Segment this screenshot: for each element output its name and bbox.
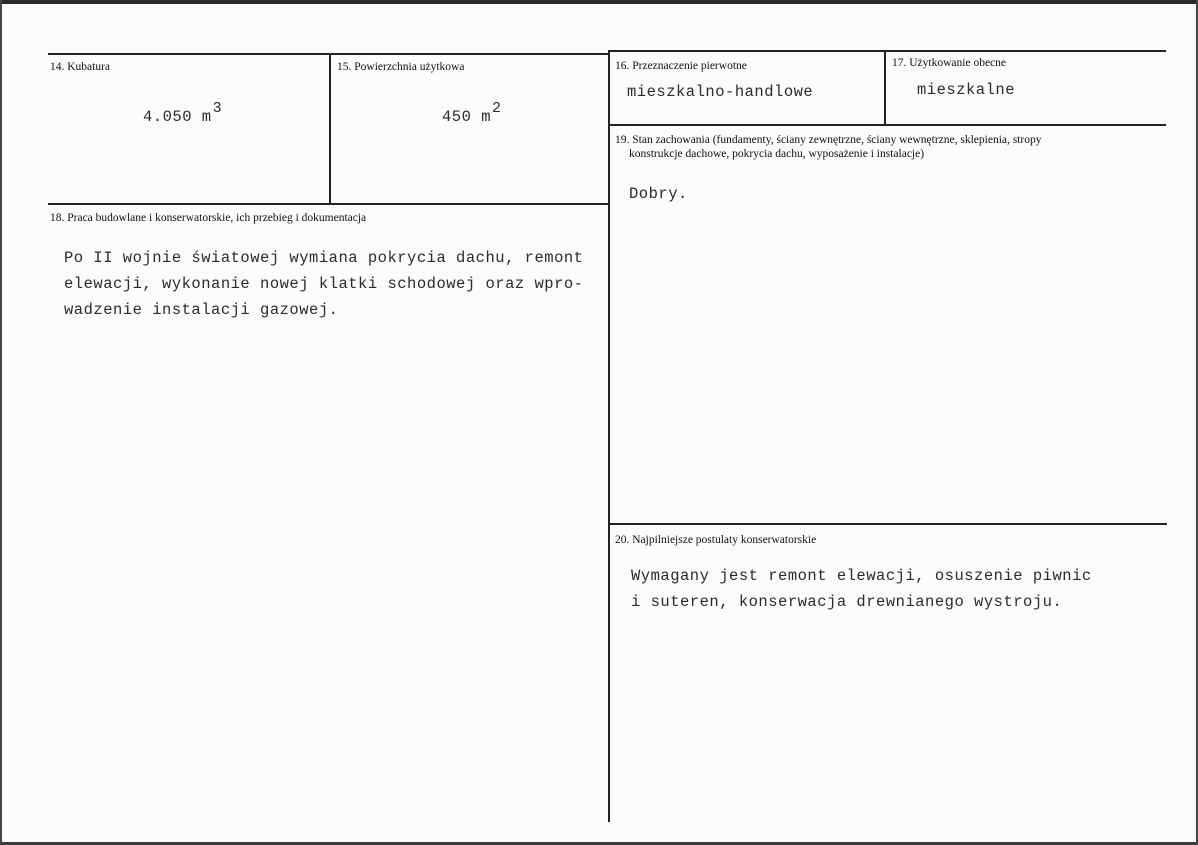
field-15-value <box>442 100 502 126</box>
field-20-label: 20. Najpilniejsze postulaty konserwatorskie <box>615 534 817 546</box>
field-18-label: 18. Praca budowlane i konserwatorskie, ich przebieg i dokumentacja <box>50 212 367 224</box>
rule-above-18 <box>48 203 610 205</box>
sheet-top-edge <box>0 0 1198 4</box>
divider-16-17 <box>884 50 886 126</box>
field-14-value <box>143 100 223 126</box>
field-16-value: mieszkalno-handlowe <box>627 83 814 101</box>
rule-above-20 <box>608 523 1167 525</box>
field-18-text <box>64 245 609 323</box>
field-20-text <box>631 563 1161 615</box>
field-14-exponent: 3 <box>212 100 223 117</box>
field-17-value: mieszkalne <box>917 81 1016 99</box>
center-vertical <box>608 50 610 822</box>
field-20-line-2: i suteren, konserwacja drewnianego wystroju. <box>631 593 1063 611</box>
field-14-number: 4.050 m <box>143 108 212 126</box>
sheet-left-edge <box>0 0 2 845</box>
field-14-label: 14. Kubatura <box>50 61 111 73</box>
field-19-value: Dobry. <box>629 185 688 203</box>
field-18-line-2: elewacji, wykonanie nowej klatki schodowej oraz wpro- <box>64 275 584 293</box>
field-19-label-line-2: konstrukcje dachowe, pokrycia dachu, wyposażenie i instalacje) <box>629 148 925 160</box>
top-rule-right <box>608 50 1166 52</box>
field-16-label: 16. Przeznaczenie pierwotne <box>615 60 747 72</box>
field-17-label: 17. Użytkowanie obecne <box>892 57 1007 69</box>
rule-above-19 <box>608 124 1166 126</box>
divider-14-15 <box>329 53 331 205</box>
field-15-label: 15. Powierzchnia użytkowa <box>337 61 465 73</box>
field-20-line-1: Wymagany jest remont elewacji, osuszenie piwnic <box>631 567 1092 585</box>
field-15-exponent: 2 <box>492 100 502 117</box>
field-19-label-line-1: 19. Stan zachowania (fundamenty, ściany zewnętrzne, ściany wewnętrzne, sklepienia, stropy <box>615 134 1042 146</box>
field-18-line-1: Po II wojnie światowej wymiana pokrycia dachu, remont <box>64 249 584 267</box>
field-15-number: 450 m <box>442 108 492 126</box>
field-18-line-3: wadzenie instalacji gazowej. <box>64 301 339 319</box>
